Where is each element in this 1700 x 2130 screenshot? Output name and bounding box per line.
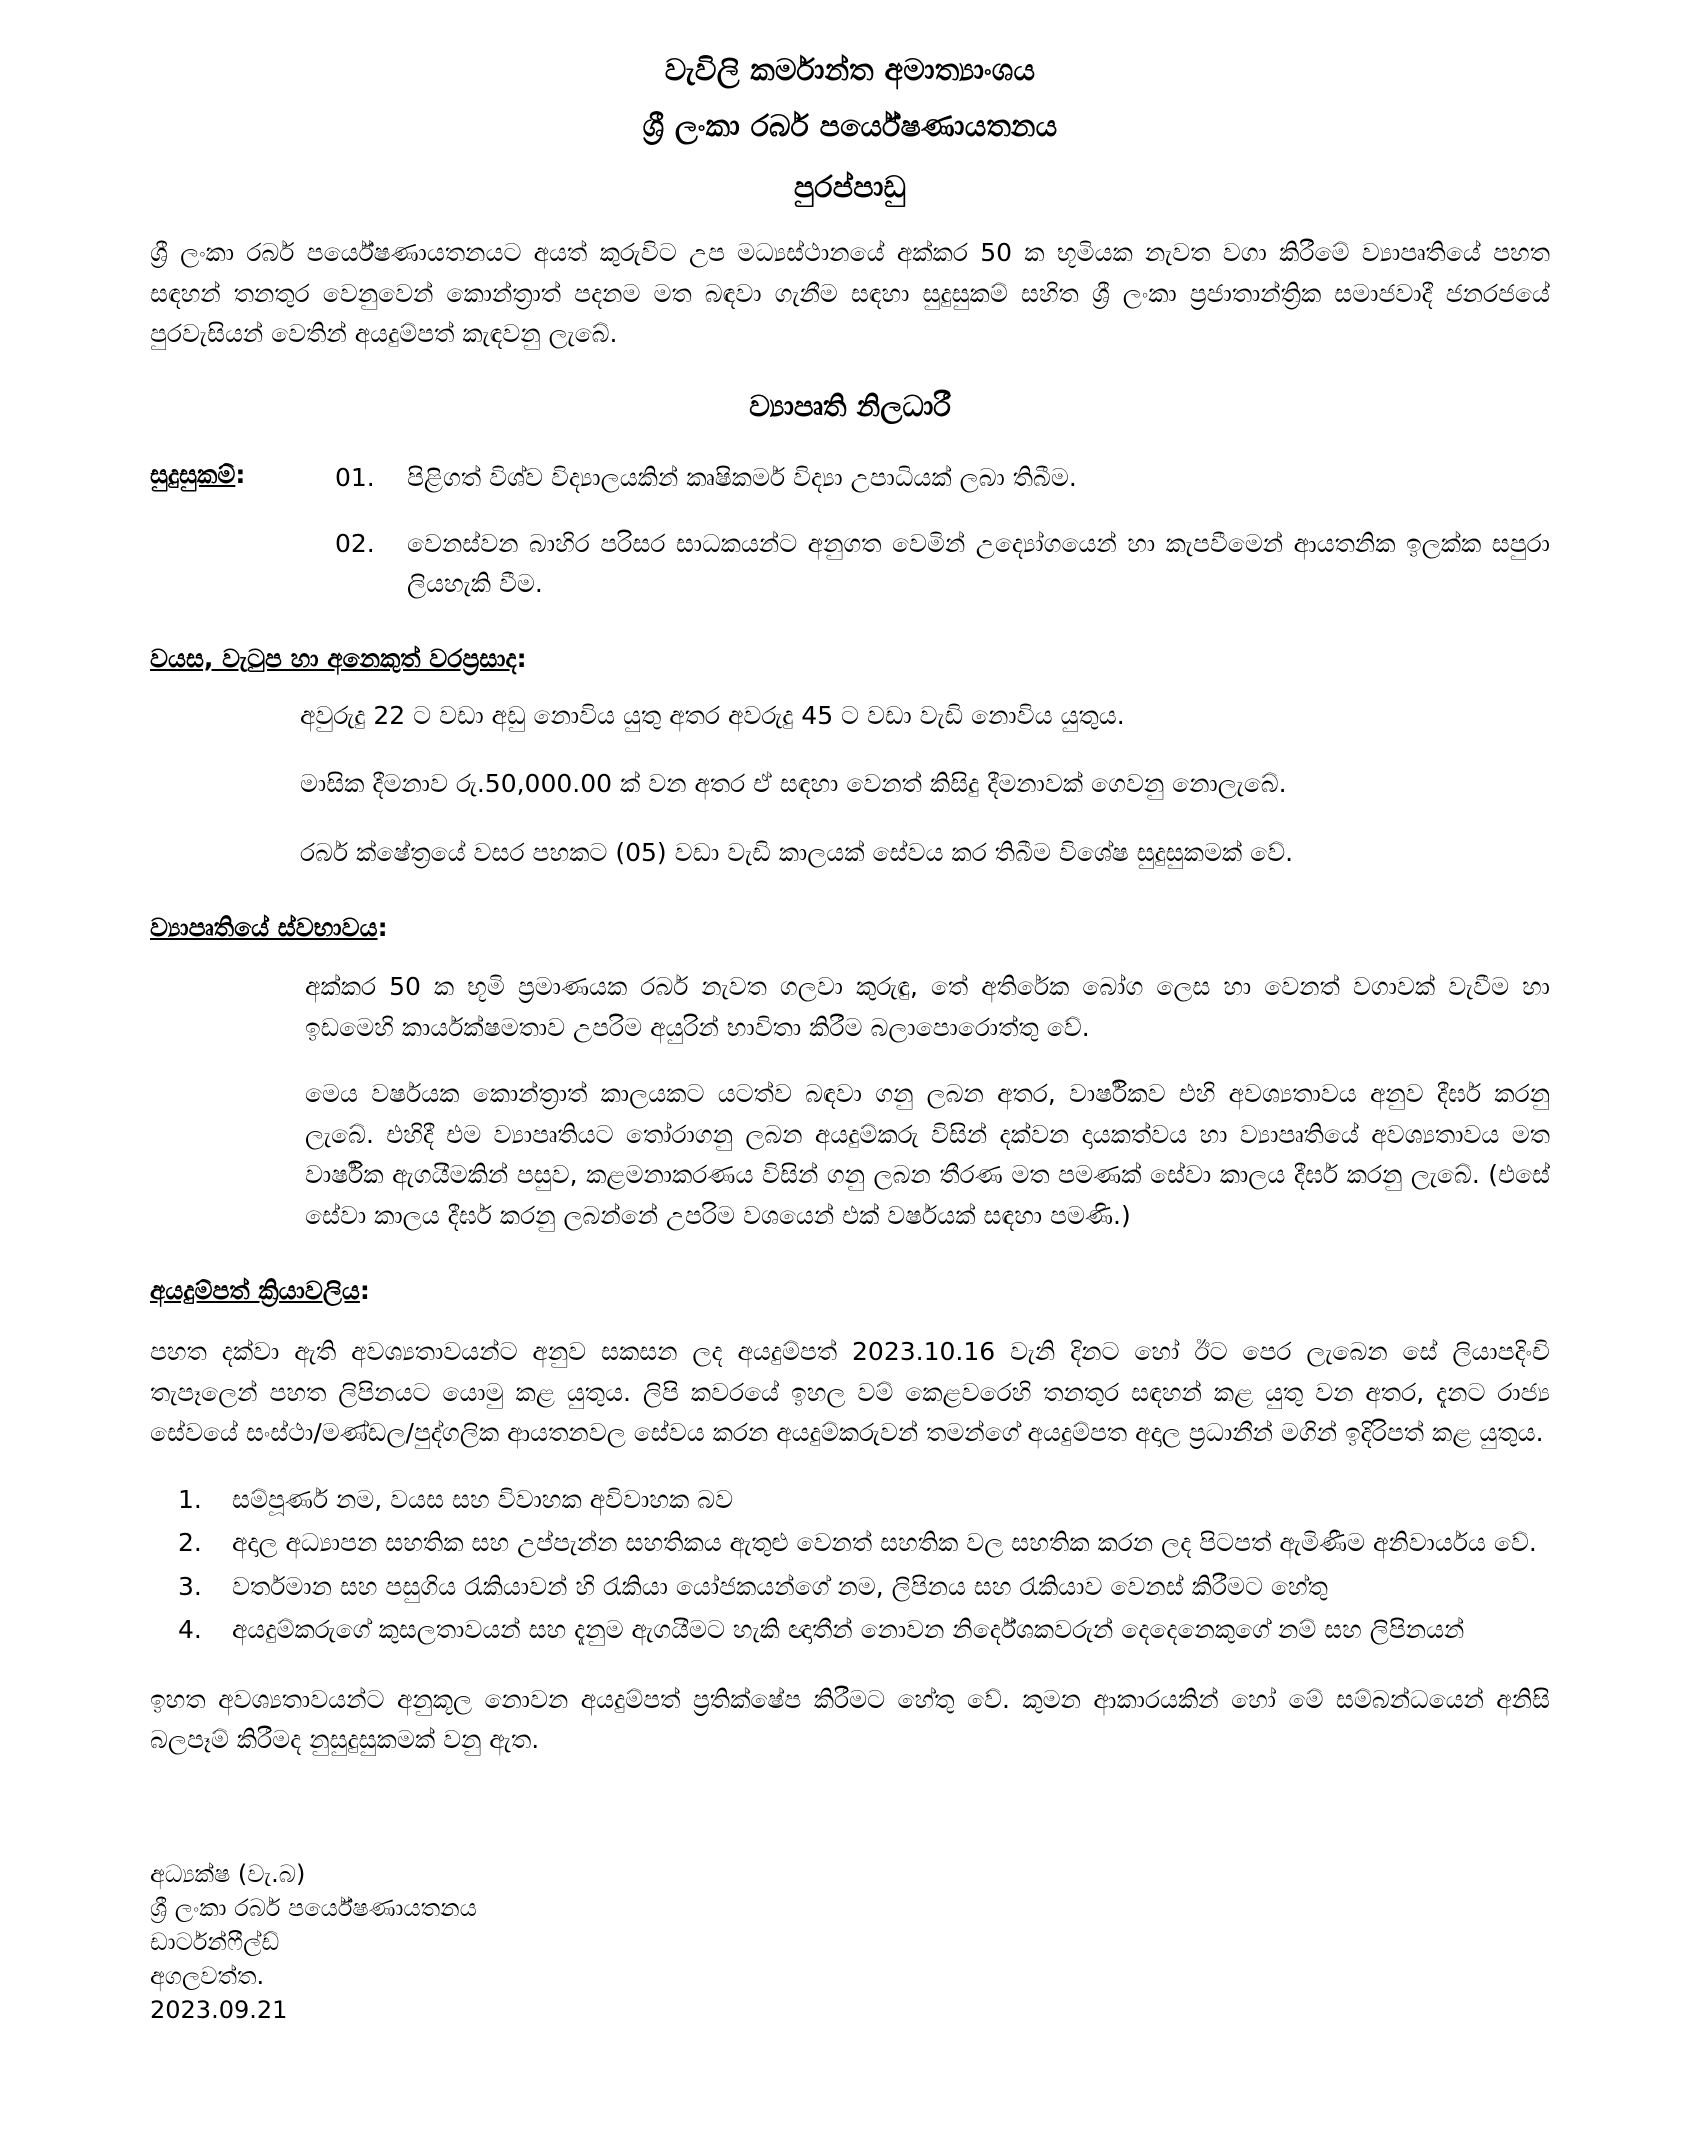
application-process-heading-row <box>150 1276 1550 1306</box>
contract-term-paragraph: මෙය වර්ෂයක කොන්ත්‍රාත් කාලයකට යටත්ව බඳවා ගනු ලබන අතර, වාර්ෂිකව එහි අවශ්‍යතාවය අනුව දීර්ඝ කරනු ලැබේ. එහිදී එම ව්‍යාපෘතියට තෝරාගනු ලබන අයදුම්කරු විසින් දක්වන දායකත්වය හා ව්‍යාපෘතියේ අවශ්‍යතාවය මත වාර්ෂික ඇගයීමකින් පසුව, කළමනාකරණය විසින් ගනු ලබන තීරණ මත පමණක් සේවා කාලය දීර්ඝ කරනු ලැබේ. (එසේ සේවා කාලය දීර්ඝ කරනු ලබන්නේ උපරිම වශයෙන් එක් වර්ෂයක් සඳහා පමණි.) <box>305 1079 1550 1230</box>
signature-date: 2023.09.21 <box>150 1995 288 2024</box>
qualification-number: 02. <box>335 528 375 558</box>
age-salary-heading-colon: : <box>516 643 527 673</box>
project-scope-paragraph: අක්කර 50 ක භූමි ප්‍රමාණයක රබර් නැවත ගලවා කුරුඳු, තේ අතිරේක බෝග ලෙස හා වෙනත් වගාවක් වැවීම හා ඉඩමෙහි කාර්යක්ෂමතාව උපරිම අයුරින් භාවිතා කිරීම බලාපොරොත්තු වේ. <box>305 972 1550 1042</box>
qualifications-section <box>150 458 1550 604</box>
project-nature-heading: ව්‍යාපෘතියේ ස්වභාවය <box>150 913 378 943</box>
list-item: අයදුම්කරුගේ කුසලතාවයන් සහ දැනුම ඇගයීමට හැකි ඥාතීන් නොවන නිර්දේශකවරුන් දෙදෙනෙකුගේ නම් සහ ලිපිනයන් <box>232 1615 1465 1645</box>
experience-paragraph: රබර් ක්ෂේත්‍රයේ වසර පහකට (05) වඩා වැඩි කාලයක් සේවය කර තිබීම විශේෂ සුදුසුකමක් වේ. <box>300 837 1294 867</box>
signatory-designation: අධ්‍යක්ෂ (වැ.බ) <box>150 1859 306 1888</box>
application-instructions-paragraph: පහත දක්වා ඇති අවශ්‍යතාවයන්ට අනුව සකසන ලද අයදුම්පත් 2023.10.16 වැනි දිනට හෝ ඊට පෙර ලැබෙන සේ ලියාපදිංචි තැපෑලෙන් පහත ලිපිනයට යොමු කළ යුතුය. ලිපි කවරයේ ඉහල වම් කෙළවරෙහි තනතුර සඳහන් කළ යුතු වන අතර, දැනට රාජ්‍ය සේවයේ සංස්ථා/මණ්ඩල/පුද්ගලික ආයතනවල සේවය කරන අයදුම්කරුවන් තමන්ගේ අයදුම්පත අදාල ප්‍රධානීන් මගින් ඉදිරිපත් කළ යුතුය. <box>150 1337 1550 1448</box>
intro-paragraph: ශ්‍රී ලංකා රබර් පර්යේෂණායතනයට අයත් කුරුවිට උප මධ්‍යස්ථානයේ අක්කර 50 ක භූමියක නැවත වගා කිරීමේ ව්‍යාපෘතියේ පහත සඳහන් තනතුර වෙනුවෙන් කොන්ත්‍රාත් පදනම මත බඳවා ගැනීම සඳහා සුදුසුකම් සහිත ශ්‍රී ලංකා ප්‍රජාතාන්ත්‍රික සමාජවාදී ජනරජයේ පුරවැසියන් වෙතින් අයදුම්පත් කැඳවනු ලැබේ. <box>150 238 1550 349</box>
age-salary-body <box>300 696 1550 874</box>
institute-title: ශ්‍රී ලංකා රබර් පර්යේෂණායතනය <box>642 109 1058 145</box>
list-item: අදාල අධ්‍යාපන සහතික සහ උප්පැන්න සහතිකය ඇතුළු වෙනත් සහතික වල සහතික කරන ලද පිටපත් ඇමිණීම අනිවාර්යය වේ. <box>232 1528 1537 1558</box>
age-salary-heading: වයස, වැටුප හා අනෙකුත් වරප්‍රසාද <box>150 643 517 673</box>
project-nature-heading-row <box>150 913 1550 943</box>
notice-type-title: පුරප්පාඩු <box>793 169 907 205</box>
age-salary-heading-row <box>150 644 1550 674</box>
age-requirement-paragraph: අවුරුදු 22 ට වඩා අඩු නොවිය යුතු අතර අවරුදු 45 ට වඩා වැඩි නොවිය යුතුය. <box>300 700 1125 730</box>
list-item: සම්පූර්ණ නම, වයස සහ විවාහක අවිවාහක බව <box>232 1484 734 1514</box>
qualifications-label-colon: : <box>235 459 246 489</box>
application-process-heading: අයදුම්පත් ක්‍රියාවලිය <box>150 1276 360 1306</box>
signatory-address-line-2: අගලවත්ත. <box>150 1961 265 1990</box>
post-title: ව්‍යාපෘති නිලධාරී <box>749 388 951 423</box>
qualifications-label-text: සුදුසුකම් <box>150 459 236 489</box>
signatory-institute: ශ්‍රී ලංකා රබර් පර්යේෂණායතනය <box>150 1893 477 1922</box>
qualification-number: 01. <box>335 462 375 492</box>
qualifications-label <box>150 458 335 490</box>
application-process-heading-colon: : <box>359 1276 370 1306</box>
qualification-text: වෙනස්වන බාහිර පරිසර සාධකයන්ට අනුගත වෙමින් උද්‍යෝගයෙන් හා කැපවීමෙන් ආයතනික ඉලක්ක සපුරා ලියහැකි වීම. <box>407 528 1550 598</box>
application-requirements-list <box>150 1480 1550 1650</box>
qualification-text: පිළිගත් විශ්ව විද්‍යාලයකින් කෘෂිකර්ම විද්‍යා උපාධියක් ලබා තිබීම. <box>407 462 1077 492</box>
list-item: වර්තමාන සහ පසුගිය රැකියාවන් හි රැකියා යෝජකයන්ගේ නම, ලිපිනය සහ රැකියාව වෙනස් කිරීමට හේතු <box>232 1571 1328 1601</box>
project-nature-heading-colon: : <box>377 913 388 943</box>
project-nature-body <box>305 967 1550 1236</box>
signatory-address-line-1: ඩාර්ටන්ෆීල්ඩ් <box>150 1927 280 1956</box>
application-closing-paragraph: ඉහත අවශ්‍යතාවයන්ට අනුකූල නොවන අයදුම්පත් ප්‍රතික්ෂේප කිරීමට හේතු වේ. කුමන ආකාරයකින් හෝ මේ සම්බන්ධයෙන් අනිසි බලපෑම් කිරීමද නුසුදුසුකමක් වනු ඇත. <box>150 1684 1550 1755</box>
signature-block <box>150 1857 1550 2027</box>
qualification-item <box>335 524 1550 604</box>
ministry-title: වැවිලි කර්මාන්ත අමාත්‍යාංශය <box>664 53 1036 88</box>
qualifications-list <box>335 458 1550 604</box>
salary-paragraph: මාසික දීමනාව රු.50,000.00 ක් වන අතර ඒ සඳහා වෙනත් කිසිදු දීමනාවක් ගෙවනු නොලැබේ. <box>300 769 1287 799</box>
qualification-item <box>335 458 1550 498</box>
